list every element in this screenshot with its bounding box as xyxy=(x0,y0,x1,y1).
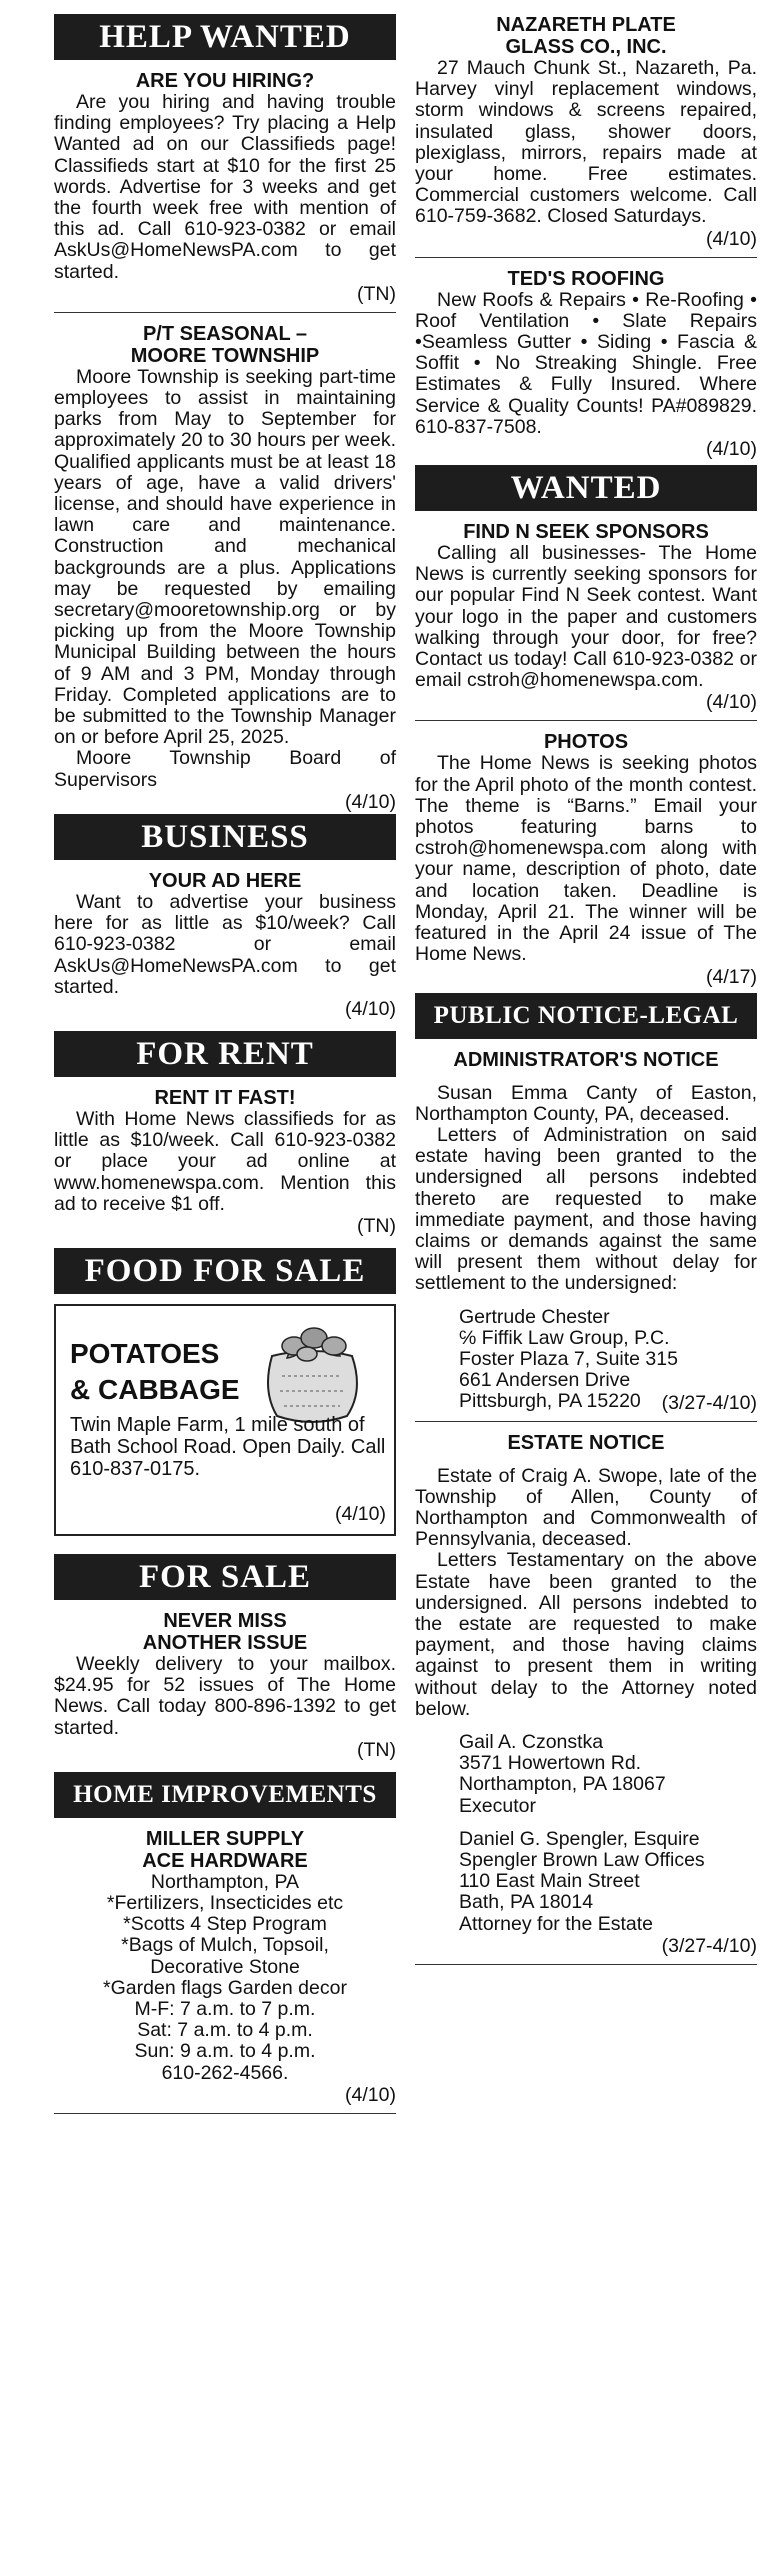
hiring-body: Are you hiring and having trouble finding employees? Try placing a Help Wanted ad on our Classifieds page! Classifieds start at $10 for the first 25 words. Advertise for 3 weeks and get the fourth week free with mention of this ad. Call 610-923-0382 or email AskUs@HomeNewsPA.com to get started. xyxy=(54,91,396,283)
miller-line: *Fertilizers, Insecticides etc xyxy=(106,1891,344,1914)
attorney-line: Bath, PA 18014 xyxy=(459,1891,594,1914)
teds-ad xyxy=(415,258,757,461)
help-wanted-header: HELP WANTED xyxy=(54,14,396,60)
admin-para-2: Letters of Administration on said estate having been granted to the undersigned all persons indebted thereto are requested to make immediate payment, and those having claims or demands against the same will present them without delay for settlement to the undersigned: xyxy=(415,1123,757,1295)
admin-para-1: Susan Emma Canty of Easton, Northampton County, PA, deceased. xyxy=(415,1081,757,1125)
miller-ad xyxy=(54,1818,396,2114)
sale-title-1: NEVER MISS xyxy=(163,1609,287,1632)
business-title: YOUR AD HERE xyxy=(148,869,302,892)
seasonal-signoff: Moore Township Board of Supervisors xyxy=(54,747,396,791)
findnseek-body: Calling all businesses- The Home News is currently seeking sponsors for our popular Find N Seek contest. Want your logo in the paper and customers walking through your door, for free? Contact us today! Call 610-923-0382 or email cstroh@homenewspa.com. xyxy=(415,542,757,692)
executor-line: 3571 Howertown Rd. xyxy=(459,1752,642,1775)
photos-title: PHOTOS xyxy=(543,731,629,754)
executor-line: Executor xyxy=(459,1794,536,1817)
admin-date: (3/27-4/10) xyxy=(661,1391,757,1414)
photos-ad xyxy=(415,721,757,988)
estate-notice xyxy=(415,1422,757,1965)
food-date: (4/10) xyxy=(335,1502,386,1525)
findnseek-title: FIND N SEEK SPONSORS xyxy=(463,521,709,544)
teds-body: New Roofs & Repairs • Re-Roofing • Roof Ventilation • Slate Repairs •Seamless Gutter • Siding • Fascia & Soffit • No Streaking Shingle. Free Estimates & Fully Insured. Where Service & Quality Counts! PA#089829. 610-837-7508. xyxy=(415,288,757,438)
nazareth-title-2: GLASS CO., INC. xyxy=(505,36,667,58)
estate-title: ESTATE NOTICE xyxy=(507,1431,665,1454)
admin-address-line: ℅ Fiffik Law Group, P.C. xyxy=(459,1326,670,1349)
miller-line: *Bags of Mulch, Topsoil, xyxy=(121,1934,329,1957)
executor-line: Gail A. Czonstka xyxy=(459,1730,604,1753)
business-body: Want to advertise your business here for as little as $10/week? Call 610-923-0382 or email AskUs@HomeNewsPA.com to get started. xyxy=(54,890,396,998)
miller-line: M-F: 7 a.m. to 7 p.m. xyxy=(134,1997,316,2020)
wanted-header: WANTED xyxy=(415,465,757,511)
sale-body: Weekly delivery to your mailbox. $24.95 for 52 issues of The Home News. Call today 800-896-1392 to get started. xyxy=(54,1652,396,1739)
rent-title: RENT IT FAST! xyxy=(154,1086,296,1109)
rent-ad xyxy=(54,1077,396,1238)
admin-title: ADMINISTRATOR'S NOTICE xyxy=(453,1048,719,1071)
photos-date: (4/17) xyxy=(706,965,757,988)
seasonal-date: (4/10) xyxy=(345,790,396,813)
divider xyxy=(54,2113,396,2114)
divider xyxy=(415,1964,757,1965)
seasonal-ad xyxy=(54,313,396,814)
attorney-line: Spengler Brown Law Offices xyxy=(459,1849,705,1871)
miller-line: Decorative Stone xyxy=(150,1955,300,1978)
food-ad xyxy=(54,1304,396,1536)
food-title-2: & CABBAGE xyxy=(70,1373,240,1405)
miller-line: *Scotts 4 Step Program xyxy=(123,1913,327,1936)
findnseek-date: (4/10) xyxy=(706,691,757,714)
miller-line: Sat: 7 a.m. to 4 p.m. xyxy=(137,2019,313,2042)
food-body: Twin Maple Farm, 1 mile south of Bath School Road. Open Daily. Call 610-837-0175. xyxy=(70,1413,386,1480)
teds-date: (4/10) xyxy=(706,438,757,461)
admin-address-line: Pittsburgh, PA 15220 xyxy=(459,1390,641,1413)
rent-body: With Home News classifieds for as little as $10/week. Call 610-923-0382 or place your ad online at www.homenewspa.com. Mention this ad to receive $1 off. xyxy=(54,1107,396,1215)
miller-date: (4/10) xyxy=(345,2083,396,2106)
admin-address-line: Gertrude Chester xyxy=(459,1305,610,1328)
hiring-ad xyxy=(54,60,396,313)
seasonal-body: Moore Township is seeking part-time employees to assist in maintaining parks from May to September for approximately 20 to 30 hours per week. Qualified applicants must be at least 18 years of age, have a valid drivers' license, and should have experience in lawn care and maintenance. Construction and mechanical backgrounds are a plus. Applications may be requested by emailing secretary@mooretownship.org or by picking up from the Moore Township Municipal Building between the hours of 9 AM and 3 PM, Monday through Friday. Completed applications are to be submitted to the Township Manager on or before April 25, 2025. xyxy=(54,365,396,749)
food-title xyxy=(70,1336,240,1408)
business-header: BUSINESS xyxy=(54,814,396,860)
sale-ad xyxy=(54,1600,396,1762)
admin-address-line: 661 Andersen Drive xyxy=(459,1369,631,1392)
findnseek-ad xyxy=(415,511,757,721)
hiring-title: ARE YOU HIRING? xyxy=(135,70,315,92)
for-rent-header: FOR RENT xyxy=(54,1031,396,1077)
attorney-line: Daniel G. Spengler, Esquire xyxy=(459,1827,700,1850)
miller-line: 610-262-4566. xyxy=(161,2061,289,2084)
seasonal-title-2: MOORE TOWNSHIP xyxy=(130,344,320,367)
miller-line: Sun: 9 a.m. to 4 p.m. xyxy=(134,2040,316,2063)
business-date: (4/10) xyxy=(345,997,396,1020)
sale-date: (TN) xyxy=(357,1738,396,1761)
miller-line: *Garden flags Garden decor xyxy=(103,1976,347,1999)
photos-body: The Home News is seeking photos for the April photo of the month contest. The theme is “Barns.” Email your photos featuring barns to cstroh@homenewspa.com along with your name, description of photo, date and location taken. Deadline is Monday, April 21. The winner will be featured in the April 24 issue of The Home News. xyxy=(415,752,757,966)
teds-title: TED'S ROOFING xyxy=(507,267,665,290)
admin-notice xyxy=(415,1039,757,1422)
left-column xyxy=(54,14,396,2114)
business-ad xyxy=(54,860,396,1021)
executor-line: Northampton, PA 18067 xyxy=(459,1773,666,1796)
miller-title-2: ACE HARDWARE xyxy=(142,1849,308,1872)
nazareth-body: 27 Mauch Chunk St., Nazareth, Pa. Harvey vinyl replacement windows, storm windows & screens repaired, insulated glass, shower doors, plexiglass, mirrors, repairs made at your home. Free estimates. Commercial customers welcome. Call 610-759-3682. Closed Saturdays. xyxy=(415,57,757,228)
potato-sack-icon xyxy=(252,1316,372,1426)
sale-title-2: ANOTHER ISSUE xyxy=(142,1631,308,1654)
nazareth-title-1: NAZARETH PLATE xyxy=(496,14,676,36)
admin-address-line: Foster Plaza 7, Suite 315 xyxy=(459,1347,678,1370)
home-improvements-header: HOME IMPROVEMENTS xyxy=(54,1772,396,1818)
miller-title-1: MILLER SUPPLY xyxy=(145,1827,305,1850)
attorney-line: Attorney for the Estate xyxy=(459,1912,654,1935)
attorney-line: 110 East Main Street xyxy=(459,1870,640,1893)
food-for-sale-header: FOOD FOR SALE xyxy=(54,1248,396,1294)
estate-para-1: Estate of Craig A. Swope, late of the Township of Allen, County of Northampton and Commonwealth of Pennsylvania, deceased. xyxy=(415,1464,757,1551)
public-notice-header: PUBLIC NOTICE-LEGAL xyxy=(415,993,757,1039)
right-column xyxy=(415,14,757,1965)
rent-date: (TN) xyxy=(357,1214,396,1237)
estate-para-2: Letters Testamentary on the above Estate have been granted to the undersigned. All persons indebted to the estate are requested to make payment, and those having claims against to present them in writing without delay to the Attorney noted below. xyxy=(415,1549,757,1720)
food-title-1: POTATOES xyxy=(70,1337,220,1369)
nazareth-date: (4/10) xyxy=(706,227,757,250)
hiring-date: (TN) xyxy=(357,282,396,305)
for-sale-header: FOR SALE xyxy=(54,1554,396,1600)
estate-date: (3/27-4/10) xyxy=(661,1934,757,1957)
seasonal-title-1: P/T SEASONAL – xyxy=(142,322,308,345)
nazareth-ad xyxy=(415,14,757,258)
miller-line: Northampton, PA xyxy=(150,1870,300,1893)
